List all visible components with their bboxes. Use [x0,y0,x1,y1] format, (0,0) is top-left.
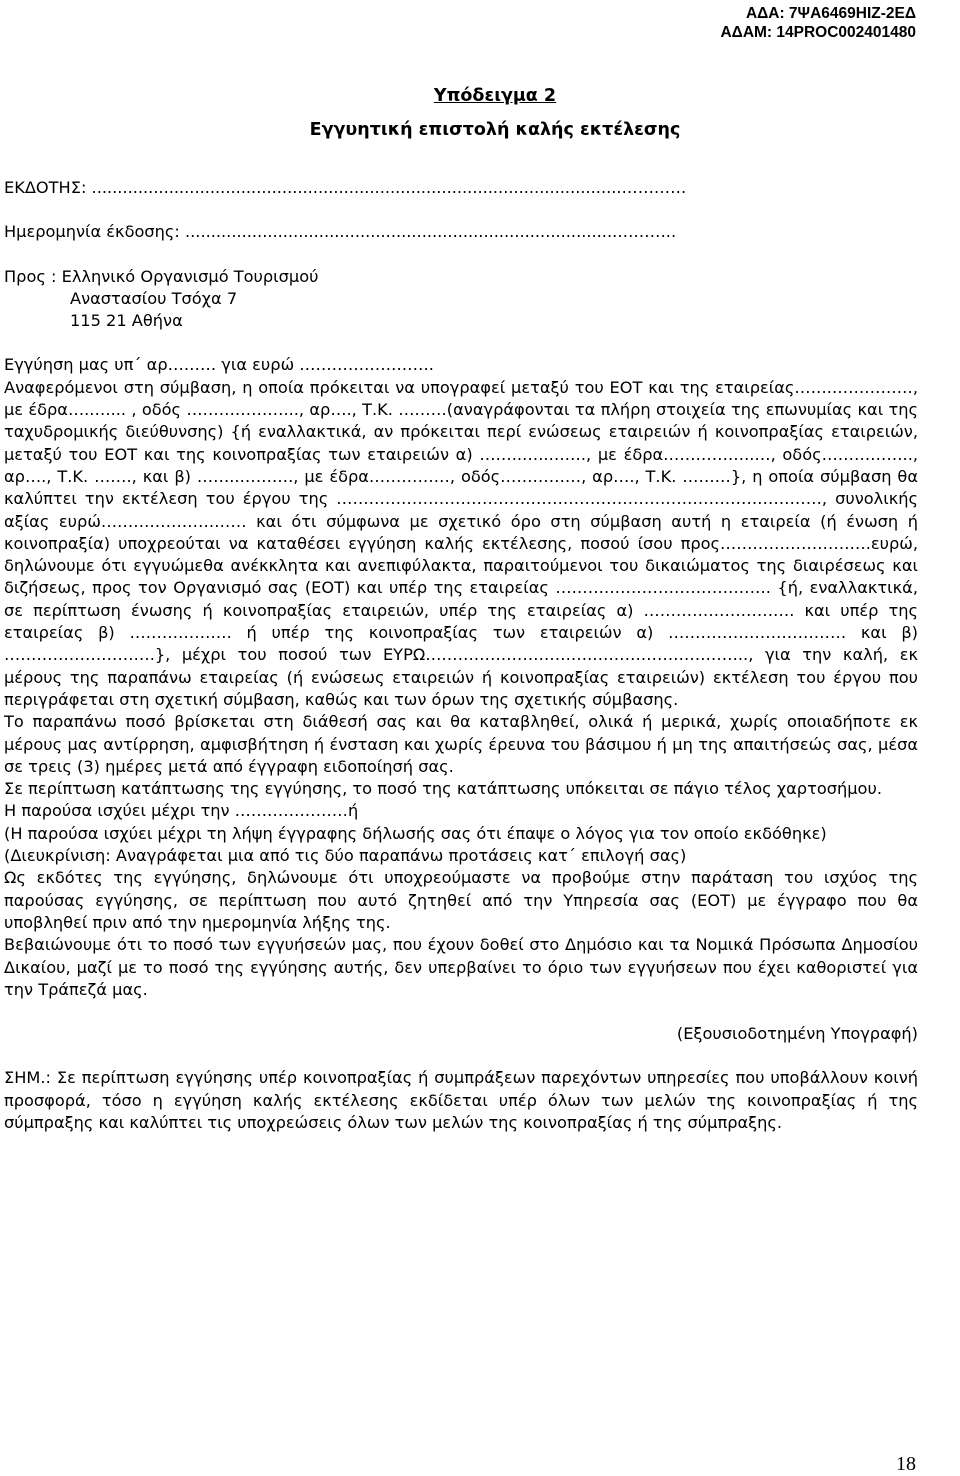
clarification-note: (Διευκρίνιση: Αναγράφεται μια από τις δύο παραπάνω προτάσεις κατ΄ επιλογή σας) [4,846,687,866]
ada-code: ΑΔΑ: 7ΨΑ6469ΗΙΖ-2ΕΔ [745,5,916,22]
note-paragraph: ΣΗΜ.: Σε περίπτωση εγγύησης υπέρ κοινοπραξίας ή συμπράξεων παρεχόντων υπηρεσίες που υποβάλλουν κοινή προσφορά, τόσο η εγγύηση καλής εκτέλεσης εκδίδεται υπέρ όλων των μελών της κοινοπραξίας ή της σύμπραξης και καλύπτει τις υποχρεώσεις όλων των μελών της κοινοπραξίας ή της σύμπραξης. [4,1068,918,1132]
template-title: Υπόδειγμα 2 [433,86,557,106]
recipient-line-1: Προς : Ελληνικό Οργανισμό Τουρισμού [4,266,319,286]
stamp-duty-paragraph: Σε περίπτωση κατάπτωσης της εγγύησης, το ποσό της κατάπτωσης υπόκειται σε πάγιο τέλος χαρτοσήμου. [4,779,882,799]
authorized-signature: (Εξουσιοδοτημένη Υπογραφή) [676,1024,918,1044]
payment-paragraph: Το παραπάνω ποσό βρίσκεται στη διάθεσή σας και θα καταβληθεί, ολικά ή μερικά, χωρίς οποιαδήποτε εκ μέρους μας αντίρρηση, αμφισβήτηση ή ένσταση και χωρίς έρευνα του βάσιμου ή μη της απαιτήσεώς σας, μέσα σε τρεις (3) ημέρες μετά από έγγραφη ειδοποίησή σας. [4,712,918,776]
guarantee-reference: Εγγύηση μας υπ΄ αρ……… για ευρώ ……………………. [4,355,434,375]
issuer-line: ΕΚΔΟΤΗΣ: .......................................................................................................………… [4,178,687,197]
validity-alternative: (Η παρούσα ισχύει μέχρι τη λήψη έγγραφης δήλωσής σας ότι έπαψε ο λόγος για τον οποίο εκδόθηκε) [4,823,827,843]
issue-date-line: Ημερομηνία έκδοσης: ....................................................................................……….. [4,222,677,242]
letter-title: Εγγυητική επιστολή καλής εκτέλεσης [309,120,681,140]
letter-body [4,177,918,1134]
document-identifiers [720,4,916,42]
recipient-line-2: Αναστασίου Τσόχα 7 [70,288,238,308]
adam-code: ΑΔΑΜ: 14PROC002401480 [720,24,916,41]
validity-line: Η παρούσα ισχύει μέχρι την …………………ή [4,801,359,821]
limit-paragraph: Βεβαιώνουμε ότι το ποσό των εγγυήσεών μας, που έχουν δοθεί στο Δημόσιο και τα Νομικά Πρόσωπα Δημοσίου Δικαίου, μαζί με το ποσό της εγγύησης αυτής, δεν υπερβαίνει το όριο των εγγυήσεων που έχει καθοριστεί για την Τράπεζά μας. [4,935,918,999]
document-title-block [0,84,960,142]
recipient-line-3: 115 21 Αθήνα [70,311,183,331]
page-number: 18 [896,1453,916,1475]
main-paragraph: Αναφερόμενοι στη σύμβαση, η οποία πρόκειται να υπογραφεί μεταξύ του ΕΟΤ και της εταιρείας…….……………, με έδρα…..…... , οδός ………………..., αρ…., Τ.Κ. ………(αναγράφονται τα πλήρη στοιχεία της επωνυμίας και της ταχυδρομικής διεύθυνσης) {ή εναλλακτικά, αν πρόκειται περί ενώσεως εταιρειών ή κοινοπραξίας εταιρειών, μεταξύ του ΕΟΤ και της κοινοπραξίας των εταιρειών α) ……..…..……., με έδρα……………..…, οδός…………….., αρ…., Τ.Κ. ……., και β) ……..………., με έδρα……………, οδός……………, αρ…., Τ.Κ. ………}, η οποία σύμβαση θα καλύπτει την εκτέλεση του έργου της ………………………………………………………………………………, συνολικής αξίας ευρώ……………………… και ότι σύμφωνα με σχετικό όρο στη σύμβαση αυτή η εταιρεία (ή ένωση ή κοινοπραξία) υποχρεούται να καταθέσει εγγύηση καλής εκτέλεσης, ποσού ίσου προς……………………….ευρώ, δηλώνουμε ότι εγγυώμεθα ανέκκλητα και ανεπιφύλακτα, παραιτούμενοι του δικαιώματος της διαιρέσεως και διζήσεως, προς τον Οργανισμό σας (ΕΟΤ) και υπέρ της εταιρείας …………………………………. {ή, εναλλακτικά, σε περίπτωση ένωσης ή κοινοπραξίας εταιρειών, υπέρ της εταιρείας α) ………………………. και υπέρ της εταιρείας β) ………………. ή υπέρ της κοινοπραξίας των εταιρειών α) …………………………… και β) ……………………….}, μέχρι του ποσού των ΕΥΡΩ………………………….……………………….., για την καλή, εκ μέρους της παραπάνω εταιρείας (ή ενώσεως εταιρειών ή κοινοπραξίας εταιρειών) εκτέλεση του έργου που περιγράφεται στη σχετική σύμβαση, καθώς και των όρων της σχετικής σύμβασης. [4,377,918,709]
extension-paragraph: Ως εκδότες της εγγύησης, δηλώνουμε ότι υποχρεούμαστε να προβούμε στην παράταση του ισχύος της παρούσας εγγύησης, σε περίπτωση που αυτό ζητηθεί από την Υπηρεσία σας (ΕΟΤ) με έγγραφο που θα υποβληθεί πριν από την ημερομηνία λήξης της. [4,868,918,932]
